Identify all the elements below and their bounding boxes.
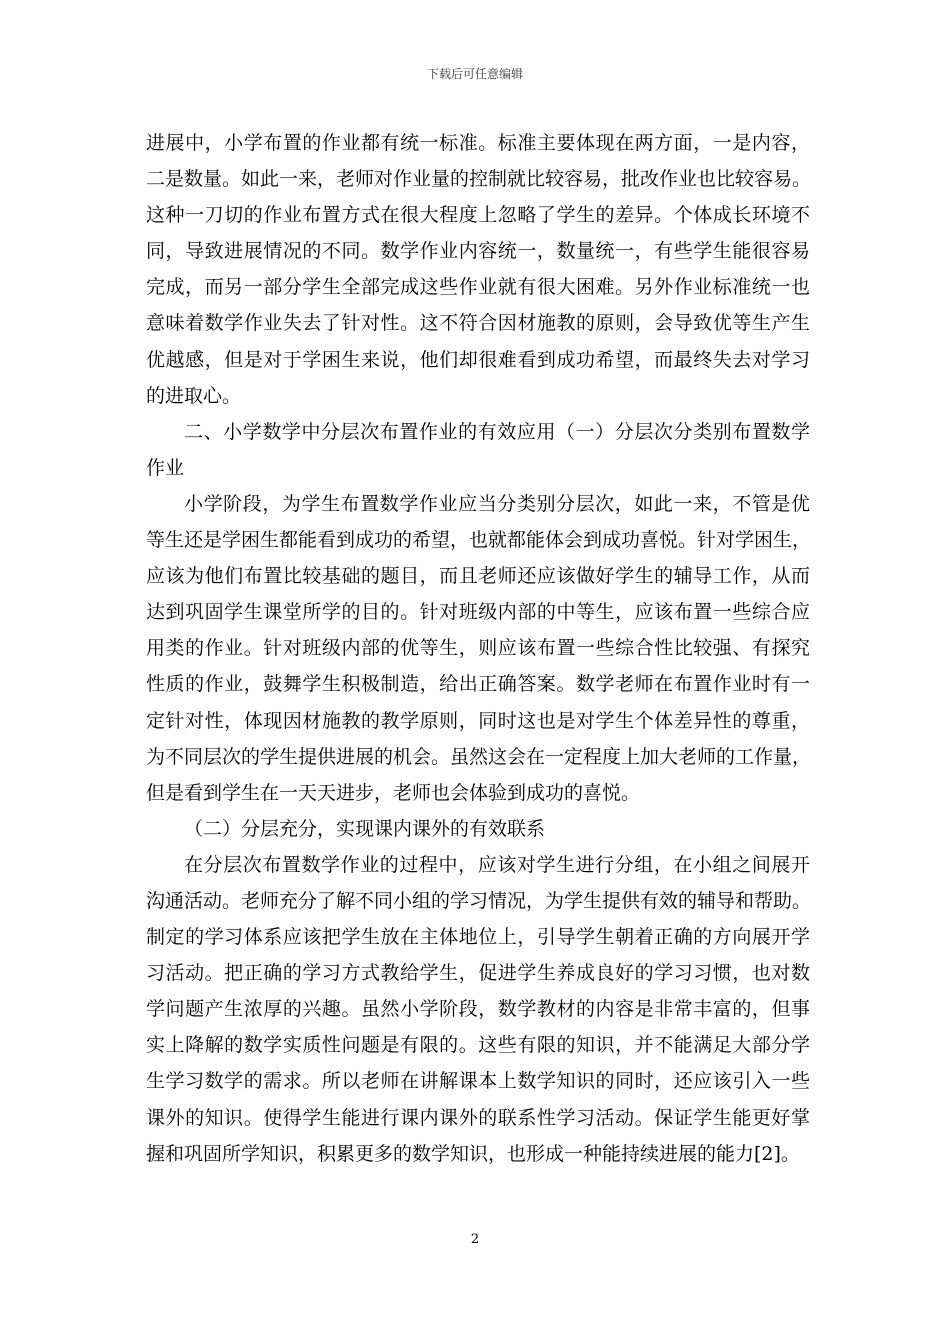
subsection-heading xyxy=(146,811,810,847)
text-line: 握和巩固所学知识，积累更多的数学知识，也形成一种能持续进展的能力[2]。 xyxy=(146,1142,800,1165)
paragraph xyxy=(146,847,810,1172)
text-line: 二、小学数学中分层次布置作业的有效应用（一）分层次分类别布置数学 xyxy=(184,420,810,443)
text-line: 定针对性，体现因材施教的教学原则，同时这也是对学生个体差异性的尊重， xyxy=(146,709,810,732)
text-line: 意味着数学作业失去了针对性。这不符合因材施教的原则，会导致优等生产生 xyxy=(146,312,810,335)
text-line: 进展中，小学布置的作业都有统一标准。标准主要体现在两方面，一是内容， xyxy=(146,132,810,154)
text-line: 等生还是学困生都能看到成功的希望，也就都能体会到成功喜悦。针对学困生， xyxy=(146,529,812,552)
section-heading xyxy=(146,414,810,486)
text-line: 的进取心。 xyxy=(146,384,242,407)
text-line: 二是数量。如此一来，老师对作业量的控制就比较容易，批改作业也比较容易。 xyxy=(146,168,812,191)
text-line: 在分层次布置数学作业的过程中，应该对学生进行分组，在小组之间展开 xyxy=(184,853,810,876)
text-line: 完成，而另一部分学生全部完成这些作业就有很大困难。另外作业标准统一也 xyxy=(146,276,810,299)
paragraph xyxy=(146,125,810,414)
text-line: 这种一刀切的作业布置方式在很大程度上忽略了学生的差异。个体成长环境不 xyxy=(146,204,810,227)
text-line: 达到巩固学生课堂所学的目的。针对班级内部的中等生，应该布置一些综合应 xyxy=(146,601,810,624)
text-line: 习活动。把正确的学习方式教给学生，促进学生养成良好的学习习惯，也对数 xyxy=(146,962,810,985)
text-line: 但是看到学生在一天天进步，老师也会体验到成功的喜悦。 xyxy=(146,781,641,804)
text-line: 课外的知识。使得学生能进行课内课外的联系性学习活动。保证学生能更好掌 xyxy=(146,1106,810,1129)
text-line: 同，导致进展情况的不同。数学作业内容统一，数量统一，有些学生能很容易 xyxy=(146,240,810,263)
text-line: 制定的学习体系应该把学生放在主体地位上，引导学生朝着正确的方向展开学 xyxy=(146,926,810,949)
text-line: 沟通活动。老师充分了解不同小组的学习情况，为学生提供有效的辅导和帮助。 xyxy=(146,889,812,912)
text-line: 性质的作业，鼓舞学生积极制造，给出正确答案。数学老师在布置作业时有一 xyxy=(146,673,810,696)
text-line: 优越感，但是对于学困生来说，他们却很难看到成功希望，而最终失去对学习 xyxy=(146,348,810,371)
text-line: 学问题产生浓厚的兴趣。虽然小学阶段，数学教材的内容是非常丰富的，但事 xyxy=(146,998,810,1021)
text-line: 用类的作业。针对班级内部的优等生，则应该布置一些综合性比较强、有探究 xyxy=(146,637,810,660)
document-body xyxy=(146,125,810,1172)
text-line: （二）分层充分，实现课内课外的有效联系 xyxy=(184,817,546,840)
text-line: 应该为他们布置比较基础的题目，而且老师还应该做好学生的辅导工作，从而 xyxy=(146,565,810,588)
text-line: 生学习数学的需求。所以老师在讲解课本上数学知识的同时，还应该引入一些 xyxy=(146,1070,810,1093)
text-line: 作业 xyxy=(146,456,185,479)
paragraph xyxy=(146,486,810,811)
text-line: 为不同层次的学生提供进展的机会。虽然这会在一定程度上加大老师的工作量， xyxy=(146,745,812,768)
text-line: 小学阶段，为学生布置数学作业应当分类别分层次，如此一来，不管是优 xyxy=(184,492,810,515)
page-number: 2 xyxy=(470,1232,480,1247)
page-header: 下载后可任意编辑 xyxy=(426,67,523,81)
text-line: 实上降解的数学实质性问题是有限的。这些有限的知识，并不能满足大部分学 xyxy=(146,1034,810,1057)
